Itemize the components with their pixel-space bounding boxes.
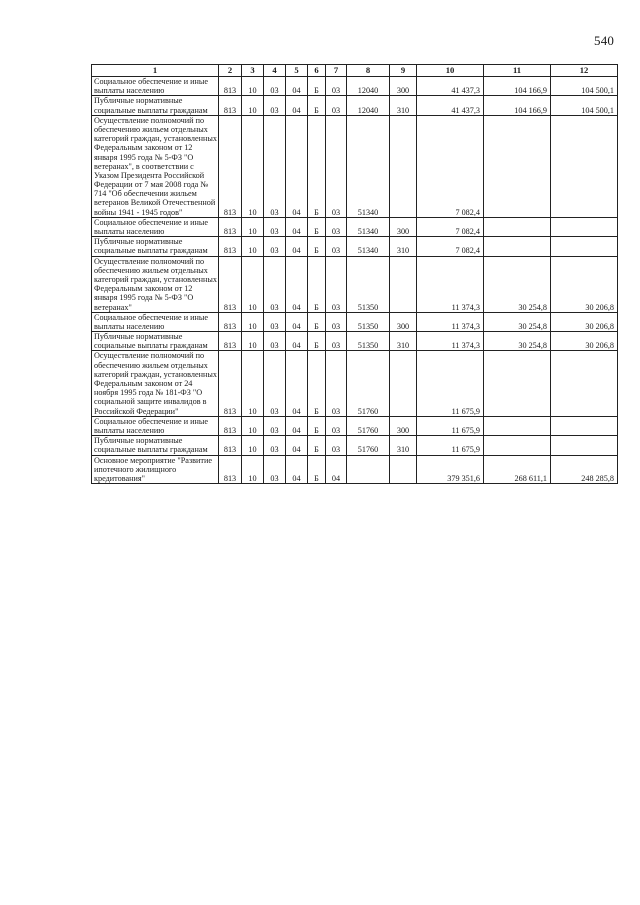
header-row: [92, 65, 618, 77]
event-code-cell: 03: [326, 217, 347, 236]
amount-col12-cell: 30 206,8: [551, 256, 618, 312]
direction-code-cell: 51350: [347, 312, 390, 331]
amount-col10-cell: 7 082,4: [417, 237, 484, 256]
expense-type-code-cell: 310: [390, 332, 417, 351]
amount-col12-cell: [551, 416, 618, 435]
amount-col11-cell: [484, 351, 551, 416]
amount-col11-cell: 30 254,8: [484, 256, 551, 312]
ministry-code-cell: 813: [219, 332, 242, 351]
row-name-cell: Осуществление полномочий по обеспечению жильем отдельных категорий граждан, установленных Федеральным законом от 12 января 1995 года № 5-ФЗ "О ветеранах": [92, 256, 219, 312]
subsection-code-cell: 03: [264, 115, 286, 217]
header-cell: 5: [286, 65, 308, 77]
direction-code-cell: 51340: [347, 237, 390, 256]
amount-col10-cell: 11 374,3: [417, 312, 484, 331]
section-code-cell: 10: [242, 256, 264, 312]
table-row: [92, 256, 618, 312]
program-code-cell: 04: [286, 416, 308, 435]
subsection-code-cell: 03: [264, 217, 286, 236]
header-cell: 4: [264, 65, 286, 77]
row-name-cell: Публичные нормативные социальные выплаты гражданам: [92, 96, 219, 115]
header-cell: 6: [308, 65, 326, 77]
expense-type-code-cell: 300: [390, 217, 417, 236]
table-row: [92, 77, 618, 96]
subsection-code-cell: 03: [264, 77, 286, 96]
direction-code-cell: 51340: [347, 217, 390, 236]
amount-col11-cell: 104 166,9: [484, 77, 551, 96]
subsection-code-cell: 03: [264, 237, 286, 256]
table-row: [92, 416, 618, 435]
section-code-cell: 10: [242, 312, 264, 331]
ministry-code-cell: 813: [219, 416, 242, 435]
ministry-code-cell: 813: [219, 237, 242, 256]
row-name-cell: Публичные нормативные социальные выплаты гражданам: [92, 332, 219, 351]
row-name-cell: Социальное обеспечение и иные выплаты населению: [92, 217, 219, 236]
expense-type-code-cell: [390, 115, 417, 217]
table-row: [92, 237, 618, 256]
direction-code-cell: 51760: [347, 436, 390, 455]
row-name-cell: Публичные нормативные социальные выплаты гражданам: [92, 237, 219, 256]
direction-code-cell: 51760: [347, 351, 390, 416]
program-code-cell: 04: [286, 256, 308, 312]
table-row: [92, 332, 618, 351]
expense-type-code-cell: 300: [390, 77, 417, 96]
program-code-cell: 04: [286, 115, 308, 217]
subprogram-code-cell: Б: [308, 332, 326, 351]
program-code-cell: 04: [286, 436, 308, 455]
ministry-code-cell: 813: [219, 436, 242, 455]
ministry-code-cell: 813: [219, 455, 242, 484]
direction-code-cell: 12040: [347, 96, 390, 115]
subsection-code-cell: 03: [264, 96, 286, 115]
header-cell: 3: [242, 65, 264, 77]
row-name-cell: Социальное обеспечение и иные выплаты населению: [92, 77, 219, 96]
amount-col12-cell: 104 500,1: [551, 77, 618, 96]
event-code-cell: 03: [326, 416, 347, 435]
amount-col11-cell: [484, 115, 551, 217]
subprogram-code-cell: Б: [308, 351, 326, 416]
subsection-code-cell: 03: [264, 436, 286, 455]
program-code-cell: 04: [286, 96, 308, 115]
table-row: [92, 312, 618, 331]
amount-col12-cell: 30 206,8: [551, 312, 618, 331]
event-code-cell: 03: [326, 96, 347, 115]
table-row: [92, 351, 618, 416]
program-code-cell: 04: [286, 312, 308, 331]
header-cell: 7: [326, 65, 347, 77]
event-code-cell: 04: [326, 455, 347, 484]
page-number: 540: [594, 33, 615, 48]
ministry-code-cell: 813: [219, 217, 242, 236]
amount-col11-cell: 268 611,1: [484, 455, 551, 484]
direction-code-cell: 51340: [347, 115, 390, 217]
program-code-cell: 04: [286, 77, 308, 96]
subprogram-code-cell: Б: [308, 96, 326, 115]
event-code-cell: 03: [326, 256, 347, 312]
subprogram-code-cell: Б: [308, 217, 326, 236]
amount-col12-cell: 248 285,8: [551, 455, 618, 484]
section-code-cell: 10: [242, 237, 264, 256]
table-row: [92, 217, 618, 236]
section-code-cell: 10: [242, 332, 264, 351]
table-row: [92, 436, 618, 455]
subsection-code-cell: 03: [264, 256, 286, 312]
amount-col12-cell: [551, 217, 618, 236]
amount-col12-cell: [551, 351, 618, 416]
expense-type-code-cell: 310: [390, 237, 417, 256]
section-code-cell: 10: [242, 455, 264, 484]
header-cell: 9: [390, 65, 417, 77]
amount-col11-cell: [484, 217, 551, 236]
event-code-cell: 03: [326, 332, 347, 351]
amount-col10-cell: 11 374,3: [417, 332, 484, 351]
amount-col10-cell: 41 437,3: [417, 77, 484, 96]
expense-type-code-cell: [390, 455, 417, 484]
program-code-cell: 04: [286, 217, 308, 236]
expense-type-code-cell: 300: [390, 312, 417, 331]
amount-col11-cell: 104 166,9: [484, 96, 551, 115]
amount-col11-cell: [484, 416, 551, 435]
subsection-code-cell: 03: [264, 332, 286, 351]
amount-col10-cell: 7 082,4: [417, 115, 484, 217]
section-code-cell: 10: [242, 416, 264, 435]
row-name-cell: Социальное обеспечение и иные выплаты населению: [92, 312, 219, 331]
direction-code-cell: 12040: [347, 77, 390, 96]
amount-col12-cell: 30 206,8: [551, 332, 618, 351]
event-code-cell: 03: [326, 312, 347, 331]
expense-type-code-cell: [390, 256, 417, 312]
ministry-code-cell: 813: [219, 256, 242, 312]
header-cell: 11: [484, 65, 551, 77]
event-code-cell: 03: [326, 436, 347, 455]
table-body: [92, 77, 618, 484]
amount-col11-cell: 30 254,8: [484, 312, 551, 331]
expense-type-code-cell: [390, 351, 417, 416]
subprogram-code-cell: Б: [308, 312, 326, 331]
expense-type-code-cell: 300: [390, 416, 417, 435]
subprogram-code-cell: Б: [308, 77, 326, 96]
ministry-code-cell: 813: [219, 351, 242, 416]
section-code-cell: 10: [242, 96, 264, 115]
amount-col10-cell: 379 351,6: [417, 455, 484, 484]
subprogram-code-cell: Б: [308, 416, 326, 435]
section-code-cell: 10: [242, 217, 264, 236]
section-code-cell: 10: [242, 77, 264, 96]
ministry-code-cell: 813: [219, 77, 242, 96]
table-row: [92, 115, 618, 217]
expense-type-code-cell: 310: [390, 96, 417, 115]
direction-code-cell: 51350: [347, 256, 390, 312]
program-code-cell: 04: [286, 351, 308, 416]
amount-col11-cell: [484, 436, 551, 455]
section-code-cell: 10: [242, 436, 264, 455]
subsection-code-cell: 03: [264, 455, 286, 484]
header-cell: 10: [417, 65, 484, 77]
header-cell: 8: [347, 65, 390, 77]
subprogram-code-cell: Б: [308, 115, 326, 217]
amount-col11-cell: 30 254,8: [484, 332, 551, 351]
ministry-code-cell: 813: [219, 96, 242, 115]
ministry-code-cell: 813: [219, 312, 242, 331]
program-code-cell: 04: [286, 332, 308, 351]
header-cell: 1: [92, 65, 219, 77]
header-cell: 2: [219, 65, 242, 77]
event-code-cell: 03: [326, 351, 347, 416]
header-cell: 12: [551, 65, 618, 77]
amount-col10-cell: 11 675,9: [417, 416, 484, 435]
section-code-cell: 10: [242, 115, 264, 217]
subsection-code-cell: 03: [264, 416, 286, 435]
subsection-code-cell: 03: [264, 351, 286, 416]
amount-col12-cell: 104 500,1: [551, 96, 618, 115]
direction-code-cell: 51760: [347, 416, 390, 435]
row-name-cell: Публичные нормативные социальные выплаты гражданам: [92, 436, 219, 455]
amount-col11-cell: [484, 237, 551, 256]
amount-col10-cell: 11 675,9: [417, 351, 484, 416]
subprogram-code-cell: Б: [308, 455, 326, 484]
amount-col12-cell: [551, 237, 618, 256]
event-code-cell: 03: [326, 77, 347, 96]
amount-col10-cell: 41 437,3: [417, 96, 484, 115]
program-code-cell: 04: [286, 455, 308, 484]
table-row: [92, 455, 618, 484]
row-name-cell: Основное мероприятие "Развитие ипотечного жилищного кредитования": [92, 455, 219, 484]
row-name-cell: Осуществление полномочий по обеспечению жильем отдельных категорий граждан, установленных Федеральным законом от 24 ноября 1995 года № 181-ФЗ "О социальной защите инвалидов в Российской Федерации": [92, 351, 219, 416]
section-code-cell: 10: [242, 351, 264, 416]
direction-code-cell: [347, 455, 390, 484]
table-row: [92, 96, 618, 115]
row-name-cell: Осуществление полномочий по обеспечению жильем отдельных категорий граждан, установленных Федеральным законом от 12 января 1995 года № 5-ФЗ "О ветеранах", в соответствии с Указом Президента Российской Федерации от 7 мая 2008 года № 714 "Об обеспечении жильем ветеранов Великой Отечественной войны 1941 - 1945 годов": [92, 115, 219, 217]
budget-table: [91, 64, 618, 484]
expense-type-code-cell: 310: [390, 436, 417, 455]
amount-col10-cell: 7 082,4: [417, 217, 484, 236]
program-code-cell: 04: [286, 237, 308, 256]
subsection-code-cell: 03: [264, 312, 286, 331]
subprogram-code-cell: Б: [308, 237, 326, 256]
direction-code-cell: 51350: [347, 332, 390, 351]
amount-col10-cell: 11 675,9: [417, 436, 484, 455]
amount-col12-cell: [551, 115, 618, 217]
row-name-cell: Социальное обеспечение и иные выплаты населению: [92, 416, 219, 435]
event-code-cell: 03: [326, 237, 347, 256]
event-code-cell: 03: [326, 115, 347, 217]
subprogram-code-cell: Б: [308, 436, 326, 455]
ministry-code-cell: 813: [219, 115, 242, 217]
subprogram-code-cell: Б: [308, 256, 326, 312]
amount-col10-cell: 11 374,3: [417, 256, 484, 312]
amount-col12-cell: [551, 436, 618, 455]
